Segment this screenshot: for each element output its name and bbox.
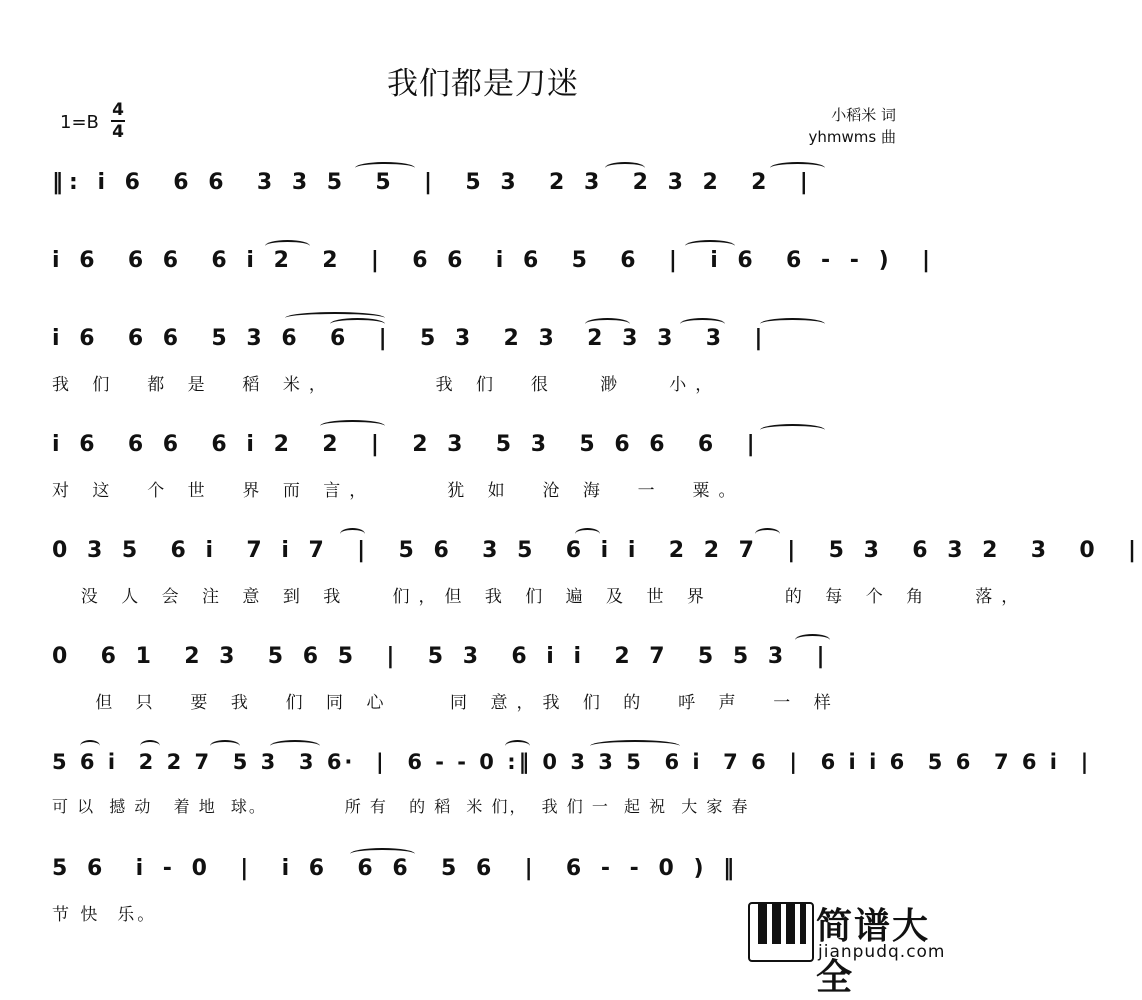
slur <box>760 318 825 330</box>
lyrics-line: 对 这 个 世 界 而 言， 犹 如 沧 海 一 粟。 <box>52 481 745 501</box>
slur <box>320 420 385 432</box>
slur <box>140 740 160 752</box>
score-row-6 <box>0 644 966 713</box>
notation-line: 0 3 5 6 i 7 i 7 | 5 6 3 5 6 i i 2 2 7 | 5 3 6 3 2 3 0 | <box>52 538 1142 563</box>
time-signature <box>110 100 126 142</box>
key-signature: 1=B <box>60 112 99 133</box>
score-row-5 <box>0 538 1142 607</box>
score-row-7 <box>0 750 1092 816</box>
slur <box>270 740 320 752</box>
score-row-8 <box>0 856 966 925</box>
slur <box>355 162 415 174</box>
slur <box>575 528 600 540</box>
piano-keys-icon <box>748 902 814 962</box>
notation-line: i 6 6 6 5 3 6 6 | 5 3 2 3 2 3 3 3 | <box>52 326 769 351</box>
slur <box>760 424 825 436</box>
slur <box>330 318 385 330</box>
slur <box>80 740 100 752</box>
time-signature-top: 4 <box>112 100 124 120</box>
notation-line: i 6 6 6 6 i 2 2 | 2 3 5 3 5 6 6 6 | <box>52 432 761 457</box>
slur <box>605 162 645 174</box>
slur <box>505 740 530 752</box>
time-signature-bottom: 4 <box>112 122 124 142</box>
lyricist-credit: 小稻米 词 <box>831 106 896 124</box>
score-row-2 <box>0 248 966 288</box>
slur <box>590 740 680 752</box>
notation-line: 5 6 i 2 2 7 5 3 3 6· | 6 - - 0 :‖ 0 3 3 5 6 i 7 6 | 6 i i 6 5 6 7 6 i | <box>52 750 1092 774</box>
notation-line: 5 6 i - 0 | i 6 6 6 5 6 | 6 - - 0 ) ‖ <box>52 856 741 881</box>
slur <box>795 634 830 646</box>
slur <box>265 240 310 252</box>
slur <box>210 740 240 752</box>
page-title: 我们都是刀迷 <box>387 66 579 102</box>
slur <box>585 318 630 330</box>
composer-credit: yhmwms 曲 <box>808 128 896 146</box>
lyrics-line: 节 快 乐。 <box>52 905 158 925</box>
slur <box>340 528 365 540</box>
notation-line: 0 6 1 2 3 5 6 5 | 5 3 6 i i 2 7 5 5 3 | <box>52 644 831 669</box>
site-logo <box>748 902 953 998</box>
lyrics-line: 但 只 要 我 们 同 心 同 意，我 们 的 呼 声 一 样 <box>52 693 840 713</box>
slur <box>755 528 780 540</box>
logo-title: 简谱大全 <box>816 906 931 998</box>
slur <box>680 318 725 330</box>
notation-line: i 6 6 6 6 i 2 2 | 6 6 i 6 5 6 | i 6 6 - - ) | <box>52 248 936 273</box>
slur <box>770 162 825 174</box>
slur <box>685 240 735 252</box>
score-row-4 <box>0 432 966 501</box>
slur <box>350 848 415 860</box>
notation-line: ‖: i 6 6 6 3 3 5 5 | 5 3 2 3 2 3 2 2 | <box>52 170 814 195</box>
logo-url: jianpudq.com <box>818 942 946 962</box>
score-row-1 <box>0 170 966 210</box>
lyrics-line: 可 以 撼 动 着 地 球。 所 有 的 稻 米 们， 我 们 一 起 祝 大 家 春 <box>52 797 750 816</box>
lyrics-line: 我 们 都 是 稻 米， 我 们 很 渺 小， <box>52 375 722 395</box>
lyrics-line: 没 人 会 注 意 到 我 们，但 我 们 遍 及 世 界 的 每 个 角 落， <box>52 587 1028 607</box>
score-row-3 <box>0 326 966 395</box>
